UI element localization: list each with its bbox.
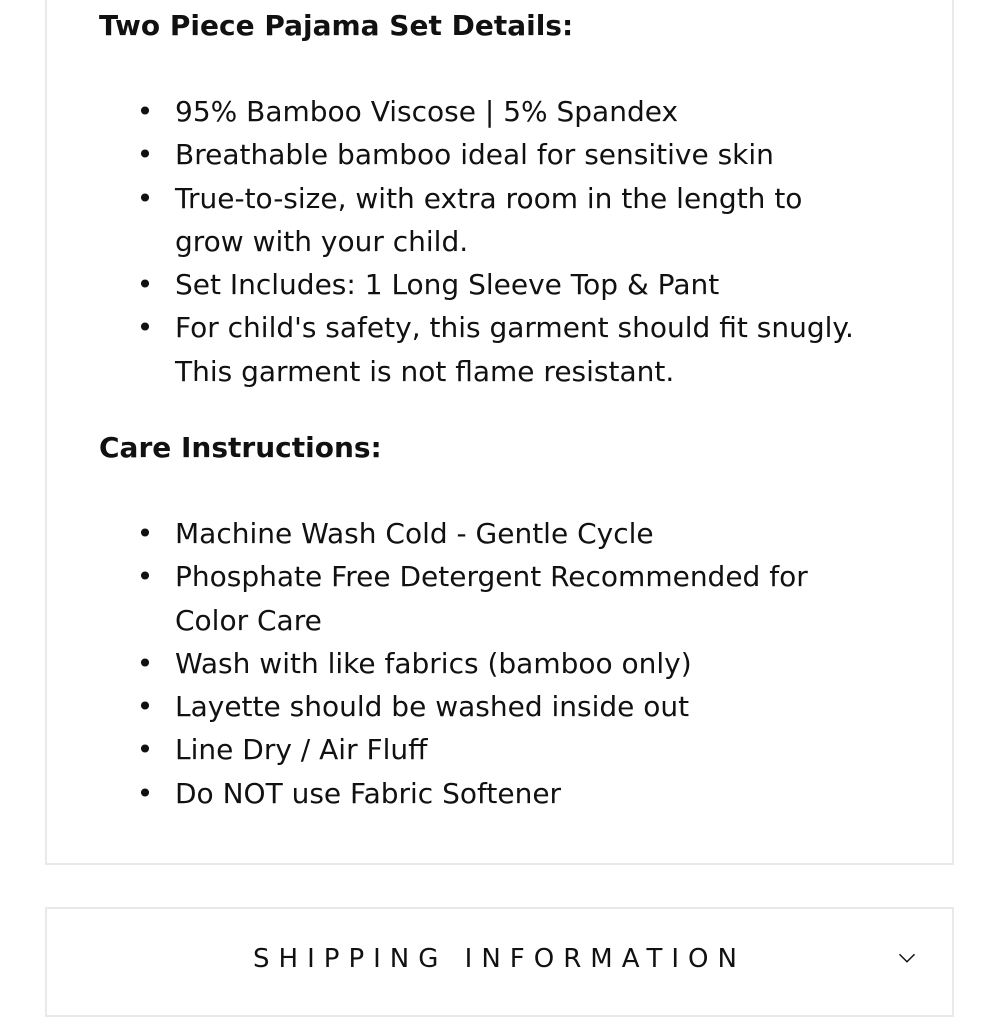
list-item-text: Line Dry / Air Fluff (175, 733, 428, 767)
product-details-panel (45, 0, 954, 865)
list-item-text: Layette should be washed inside out (175, 690, 690, 724)
list-item-text: Machine Wash Cold - Gentle Cycle (175, 517, 654, 550)
list-item (136, 685, 945, 728)
bullet-icon: • (136, 268, 154, 302)
set-details-list (136, 90, 945, 393)
list-item (136, 642, 945, 685)
bullet-icon: • (136, 776, 154, 810)
list-item (136, 512, 945, 555)
set-details-heading: Two Piece Pajama Set Details: (99, 9, 574, 42)
list-item (136, 263, 945, 306)
list-item (136, 728, 945, 771)
list-item (136, 306, 945, 393)
bullet-icon: • (136, 733, 154, 767)
bullet-icon: • (136, 646, 154, 680)
care-instructions-list (136, 512, 945, 815)
bullet-icon: • (136, 690, 154, 724)
list-item-text: Wash with like fabrics (bamboo only) (175, 646, 692, 680)
care-instructions-heading: Care Instructions: (99, 431, 382, 464)
list-item-text: 95% Bamboo Viscose | 5% Spandex (175, 95, 679, 128)
bullet-icon: • (136, 560, 154, 594)
list-item-text: True-to-size, with extra room in the length to grow with your child. (175, 181, 803, 258)
shipping-information-title[interactable]: SHIPPING INFORMATION (253, 944, 746, 974)
bullet-icon: • (136, 138, 154, 172)
list-item-text: Phosphate Free Detergent Recommended for Color Care (175, 560, 808, 637)
list-item (136, 555, 945, 642)
bullet-icon: • (136, 311, 154, 345)
bullet-icon: • (136, 517, 154, 550)
list-item (136, 772, 945, 815)
bullet-icon: • (136, 95, 154, 128)
shipping-information-accordion[interactable] (45, 907, 954, 1017)
list-item (136, 133, 945, 176)
list-item (136, 177, 945, 264)
list-item-text: Breathable bamboo ideal for sensitive skin (175, 138, 774, 172)
list-item-text: For child's safety, this garment should fit snugly. This garment is not flame resistant. (175, 311, 854, 388)
bullet-icon: • (136, 181, 154, 215)
list-item (136, 90, 945, 133)
list-item-text: Do NOT use Fabric Softener (175, 776, 562, 810)
list-item-text: Set Includes: 1 Long Sleeve Top & Pant (175, 268, 720, 302)
chevron-down-icon[interactable] (898, 949, 916, 967)
